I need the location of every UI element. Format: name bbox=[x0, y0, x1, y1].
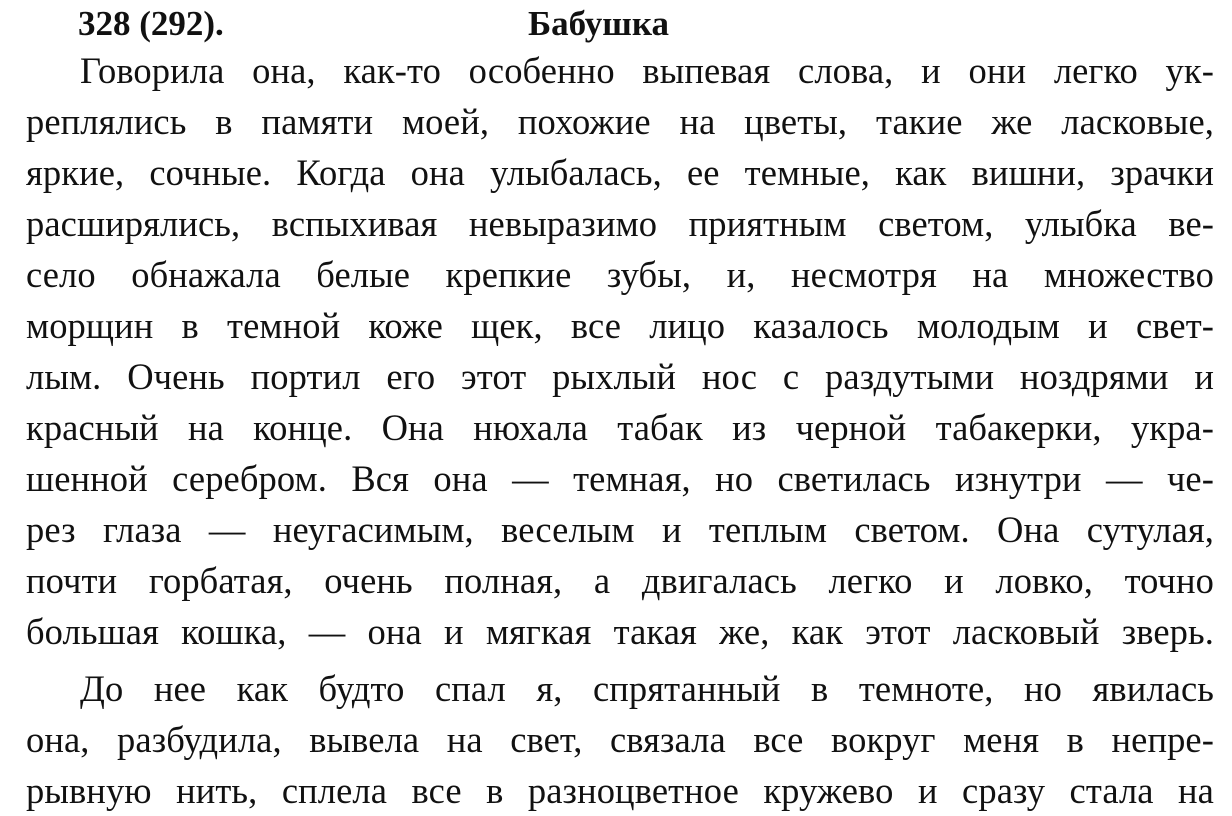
text-line: красный на конце. Она нюхала табак из черной табакерки, укра- bbox=[26, 407, 1214, 448]
exercise-number: 328 (292). bbox=[78, 4, 224, 43]
text-line: она, разбудила, вывела на свет, связала все вокруг меня в непре- bbox=[26, 719, 1214, 760]
text-line: реплялись в памяти моей, похожие на цветы, такие же ласковые, bbox=[26, 101, 1214, 142]
exercise-header bbox=[78, 2, 1218, 46]
text-line: рывную нить, сплела все в разноцветное кружево и сразу стала на bbox=[26, 770, 1214, 811]
text-line: почти горбатая, очень полная, а двигалась легко и ловко, точно bbox=[26, 560, 1214, 601]
text-line: расширялись, вспыхивая невыразимо приятным светом, улыбка ве- bbox=[26, 203, 1214, 244]
text-line: рез глаза — неугасимым, веселым и теплым светом. Она сутулая, bbox=[26, 509, 1214, 550]
text-line: До нее как будто спал я, спрятанный в темноте, но явилась bbox=[80, 668, 1214, 709]
text-line: морщин в темной коже щек, все лицо казалось молодым и свет- bbox=[26, 305, 1214, 346]
text-title: Бабушка bbox=[528, 4, 669, 43]
text-line: село обнажала белые крепкие зубы, и, несмотря на множество bbox=[26, 254, 1214, 295]
text-line: лым. Очень портил его этот рыхлый нос с раздутыми ноздрями и bbox=[26, 356, 1214, 397]
text-line: большая кошка, — она и мягкая такая же, как этот ласковый зверь. bbox=[26, 611, 1214, 652]
text-line: Говорила она, как-то особенно выпевая слова, и они легко ук- bbox=[80, 50, 1214, 91]
text-line: шенной серебром. Вся она — темная, но светилась изнутри — че- bbox=[26, 458, 1214, 499]
text-line: яркие, сочные. Когда она улыбалась, ее темные, как вишни, зрачки bbox=[26, 152, 1214, 193]
